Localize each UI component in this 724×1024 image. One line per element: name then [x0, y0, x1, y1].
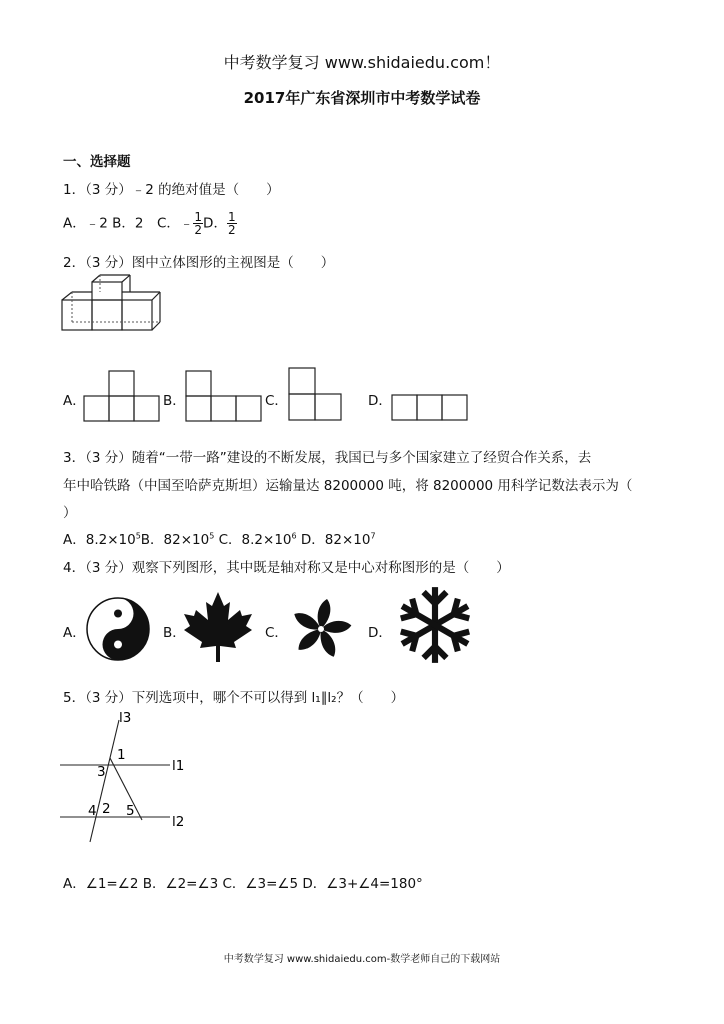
q3-line3: ） [63, 505, 77, 521]
angle-1: 1 [117, 747, 126, 763]
q2-option-b-figure [186, 371, 268, 423]
q3-line2: 年中哈铁路（中国至哈萨克斯坦）运输量达 8200000 吨，将 8200000 用科学记数法表示为（ [63, 478, 633, 494]
q2-option-a-figure [84, 371, 166, 423]
q2-solid-figure [60, 280, 170, 340]
angle-5: 5 [126, 803, 135, 819]
q5-stem: 5．（3 分）下列选项中，哪个不可以得到 l₁∥l₂？（ ） [63, 690, 405, 706]
q4-option-a-label: A． [63, 625, 86, 641]
q1-stem: 1．（3 分）﹣2 的绝对值是（ ） [63, 182, 280, 198]
q1-option-d: D． [203, 215, 227, 232]
yin-yang-icon [85, 596, 151, 662]
q3-options: A．$8.2\times 10^5B$．$82\times 10^5$ C．$8.2\times 10^6$ D．$82\times 10^7$ [63, 531, 376, 548]
q1-fraction-d: $\frac{1}{2}$ [227, 210, 236, 237]
label-l1: l1 [172, 758, 185, 774]
q4-option-b-label: B． [163, 625, 186, 641]
angle-3: 3 [97, 764, 106, 780]
q1-options [63, 211, 237, 236]
q2-option-d-label: D． [368, 393, 392, 409]
q1-options-text: A．﹣2 B．2 C．﹣ [63, 215, 194, 232]
label-l3: l3 [119, 710, 132, 726]
bauhinia-flower-icon [288, 596, 354, 662]
page-header: 中考数学复习 www.shidaiedu.com！ [223, 53, 501, 72]
q2-option-d-figure [392, 395, 470, 423]
q2-stem: 2．（3 分）图中立体图形的主视图是（ ） [63, 255, 335, 271]
angle-4: 4 [88, 803, 97, 819]
q1-fraction-c: $\frac{1}{2}$ [194, 210, 203, 237]
q4-option-c-label: C． [265, 625, 288, 641]
q2-option-c-figure [289, 368, 345, 423]
label-l2: l2 [172, 814, 185, 830]
line-l3 [90, 720, 119, 842]
maple-leaf-icon [182, 590, 254, 664]
page-footer: 中考数学复习 www.shidaiedu.com-数学老师自己的下载网站 [223, 954, 501, 965]
snowflake-icon [394, 586, 476, 664]
angle-2: 2 [102, 801, 111, 817]
q4-stem: 4．（3 分）观察下列图形，其中既是轴对称又是中心对称图形的是（ ） [63, 560, 510, 576]
q2-option-b-label: B． [163, 393, 186, 409]
page-title: 2017年广东省深圳市中考数学试卷 [243, 89, 481, 107]
q3-line1: 3．（3 分）随着“一带一路”建设的不断发展，我国已与多个国家建立了经贸合作关系，去 [63, 450, 592, 466]
section-heading-choice: 一、选择题 [63, 154, 131, 170]
q4-option-d-label: D． [368, 625, 392, 641]
q2-option-c-label: C． [265, 393, 288, 409]
q2-option-a-label: A． [63, 393, 86, 409]
q5-lines-figure [60, 708, 200, 848]
q5-options: A．∠1=∠2 B．∠2=∠3 C．∠3=∠5 D．∠3+∠4=180° [63, 876, 423, 892]
